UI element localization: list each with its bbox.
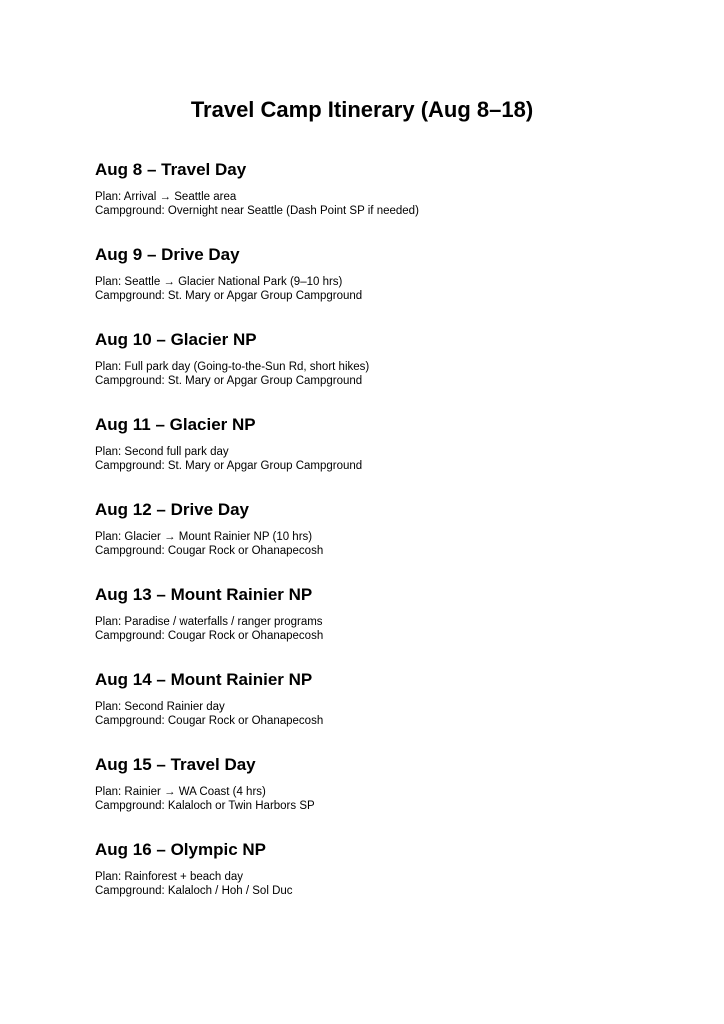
itinerary-day	[95, 244, 695, 329]
campground-label: Campground:	[95, 375, 168, 387]
campground-label: Campground:	[95, 885, 168, 897]
plan-label: Plan:	[95, 786, 125, 798]
day-plan	[95, 360, 695, 374]
plan-label: Plan:	[95, 616, 125, 628]
plan-value: Glacier → Mount Rainier NP (10 hrs)	[124, 531, 313, 543]
plan-label: Plan:	[95, 446, 125, 458]
itinerary-day	[95, 329, 695, 414]
day-heading: Aug 15 – Travel Day	[95, 755, 256, 774]
day-heading: Aug 16 – Olympic NP	[95, 840, 266, 859]
day-campground	[95, 884, 695, 898]
plan-label: Plan:	[95, 871, 125, 883]
campground-label: Campground:	[95, 800, 168, 812]
campground-value: St. Mary or Apgar Group Campground	[167, 460, 363, 472]
plan-label: Plan:	[95, 191, 124, 203]
itinerary-day	[95, 669, 695, 754]
campground-label: Campground:	[95, 545, 168, 557]
campground-value: Cougar Rock or Ohanapecosh	[167, 630, 324, 642]
plan-value: Second full park day	[124, 446, 229, 458]
campground-label: Campground:	[95, 630, 168, 642]
day-plan	[95, 870, 695, 884]
campground-label: Campground:	[95, 205, 168, 217]
day-plan	[95, 445, 695, 459]
itinerary-day	[95, 414, 695, 499]
itinerary-day	[95, 839, 695, 924]
itinerary-day	[95, 584, 695, 669]
day-heading: Aug 12 – Drive Day	[95, 500, 250, 519]
day-plan	[95, 700, 695, 714]
day-heading: Aug 14 – Mount Rainier NP	[95, 670, 313, 689]
plan-value: Rainforest + beach day	[124, 871, 244, 883]
itinerary-day	[95, 754, 695, 839]
day-plan	[95, 530, 695, 544]
day-plan	[95, 190, 695, 204]
itinerary-day	[95, 499, 695, 584]
plan-value: Rainier → WA Coast (4 hrs)	[124, 786, 266, 798]
page-title: Travel Camp Itinerary (Aug 8–18)	[190, 97, 534, 122]
day-plan	[95, 275, 695, 289]
plan-value: Paradise / waterfalls / ranger programs	[124, 616, 323, 628]
campground-value: Overnight near Seattle (Dash Point SP if needed)	[167, 205, 419, 217]
day-heading: Aug 10 – Glacier NP	[95, 330, 257, 349]
plan-label: Plan:	[95, 531, 125, 543]
day-campground	[95, 544, 695, 558]
day-heading: Aug 13 – Mount Rainier NP	[95, 585, 313, 604]
day-heading: Aug 11 – Glacier NP	[95, 415, 256, 434]
campground-value: St. Mary or Apgar Group Campground	[167, 290, 363, 302]
campground-value: Kalaloch / Hoh / Sol Duc	[167, 885, 293, 897]
day-heading: Aug 9 – Drive Day	[95, 245, 240, 264]
plan-label: Plan:	[95, 276, 125, 288]
itinerary-day	[95, 159, 695, 244]
campground-value: Cougar Rock or Ohanapecosh	[167, 545, 324, 557]
campground-label: Campground:	[95, 460, 168, 472]
day-campground	[95, 714, 695, 728]
day-plan	[95, 785, 695, 799]
plan-value: Second Rainier day	[124, 701, 225, 713]
day-campground	[95, 204, 695, 218]
day-campground	[95, 289, 695, 303]
day-campground	[95, 459, 695, 473]
day-campground	[95, 799, 695, 813]
campground-value: Cougar Rock or Ohanapecosh	[167, 715, 324, 727]
campground-value: Kalaloch or Twin Harbors SP	[167, 800, 315, 812]
day-campground	[95, 374, 695, 388]
campground-label: Campground:	[95, 715, 168, 727]
day-heading: Aug 8 – Travel Day	[95, 160, 247, 179]
plan-value: Arrival → Seattle area	[123, 191, 237, 203]
day-plan	[95, 615, 695, 629]
plan-value: Full park day (Going-to-the-Sun Rd, short hikes)	[124, 361, 370, 373]
plan-value: Seattle → Glacier National Park (9–10 hrs)	[124, 276, 343, 288]
campground-value: St. Mary or Apgar Group Campground	[167, 375, 363, 387]
day-campground	[95, 629, 695, 643]
campground-label: Campground:	[95, 290, 168, 302]
plan-label: Plan:	[95, 701, 125, 713]
plan-label: Plan:	[95, 361, 125, 373]
itinerary-list	[95, 159, 695, 924]
